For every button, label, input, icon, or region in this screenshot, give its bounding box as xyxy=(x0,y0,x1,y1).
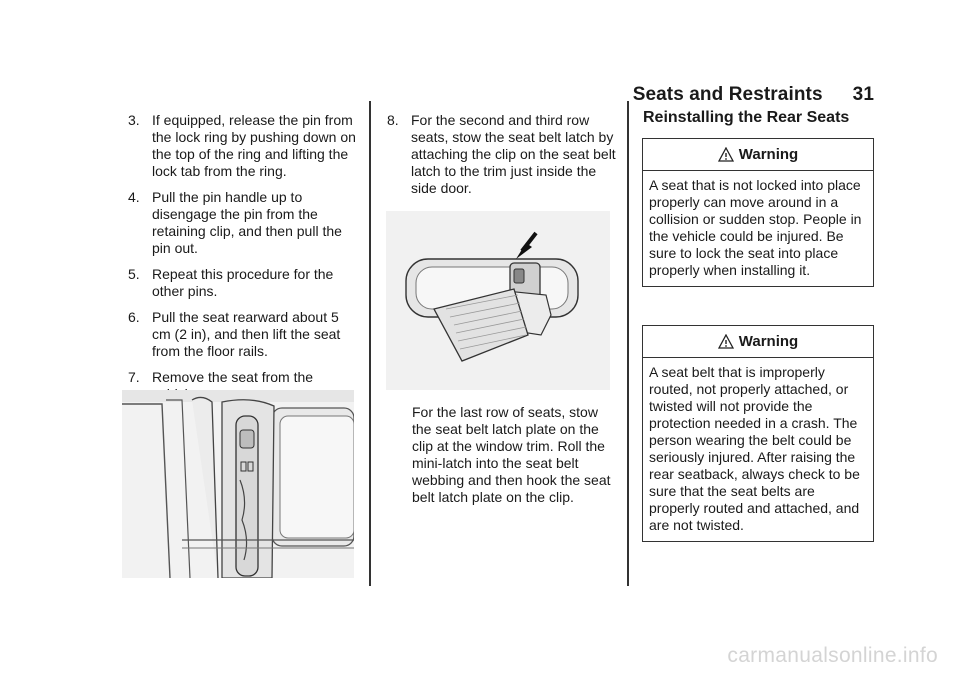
step-4 xyxy=(128,189,360,257)
column-divider-right xyxy=(627,101,629,586)
warning-box-2 xyxy=(642,325,874,542)
left-column xyxy=(128,112,360,412)
seat-belt-latch-illustration xyxy=(386,211,610,390)
paragraph-text: For the last row of seats, stow the seat belt latch plate on the clip at the window trim. Roll the mini-latch into the seat belt webbing and then hook the seat belt latch plate on the clip. xyxy=(412,404,611,505)
step-number: 7. xyxy=(128,369,140,385)
page-number: 31 xyxy=(852,84,874,105)
seat-belt-window-drawing xyxy=(122,390,354,578)
warning-box-1 xyxy=(642,138,874,287)
step-6 xyxy=(128,309,360,360)
seat-belt-window-illustration xyxy=(122,390,354,578)
seat-belt-latch-drawing xyxy=(386,211,610,390)
step-number: 4. xyxy=(128,189,140,205)
step-text: Pull the pin handle up to disengage the pin from the retaining clip, and then pull the pin out. xyxy=(152,189,342,256)
last-row-paragraph xyxy=(412,404,617,506)
warning-text: A seat that is not locked into place properly can move around in a collision or sudden stop. People in the vehicle could be injured. Be sure to lock the seat into place properly when installing it. xyxy=(649,177,862,278)
step-text: If equipped, release the pin from the lock ring by pushing down on the top of the ring and lifting the lock tab from the ring. xyxy=(152,112,356,179)
warning-text: A seat belt that is improperly routed, not properly attached, or twisted will not provide the protection needed in a crash. The person wearing the belt could be seriously injured. After raising the rear seatback, always check to be sure that the seat belts are properly routed and attached, and are not twisted. xyxy=(649,364,860,533)
step-8 xyxy=(387,112,617,197)
warning-label: Warning xyxy=(738,333,799,350)
warning-header xyxy=(643,139,873,171)
column-divider-left xyxy=(369,101,371,586)
warning-icon xyxy=(718,147,734,163)
step-3 xyxy=(128,112,360,180)
step-number: 6. xyxy=(128,309,140,325)
section-title: Reinstalling the Rear Seats xyxy=(643,109,850,126)
step-text: Pull the seat rearward about 5 cm (2 in), and then lift the seat from the floor rails. xyxy=(152,309,341,359)
step-text: Remove the seat from the xyxy=(152,369,314,385)
step-number: 5. xyxy=(128,266,140,282)
step-number: 3. xyxy=(128,112,140,128)
watermark: carmanualsonline.info xyxy=(727,644,938,667)
section-title-header: Seats and Restraints xyxy=(632,84,823,105)
step-text: For the second and third row seats, stow the seat belt latch by attaching the clip on the seat belt latch to the trim just inside the side door. xyxy=(411,112,616,196)
middle-column xyxy=(387,112,617,206)
step-5 xyxy=(128,266,360,300)
step-text: Repeat this procedure for the other pins. xyxy=(152,266,334,299)
warning-icon xyxy=(718,334,734,350)
warning-header xyxy=(643,326,873,358)
step-number: 8. xyxy=(387,112,399,128)
page-header xyxy=(633,84,874,106)
warning-label: Warning xyxy=(738,146,799,163)
